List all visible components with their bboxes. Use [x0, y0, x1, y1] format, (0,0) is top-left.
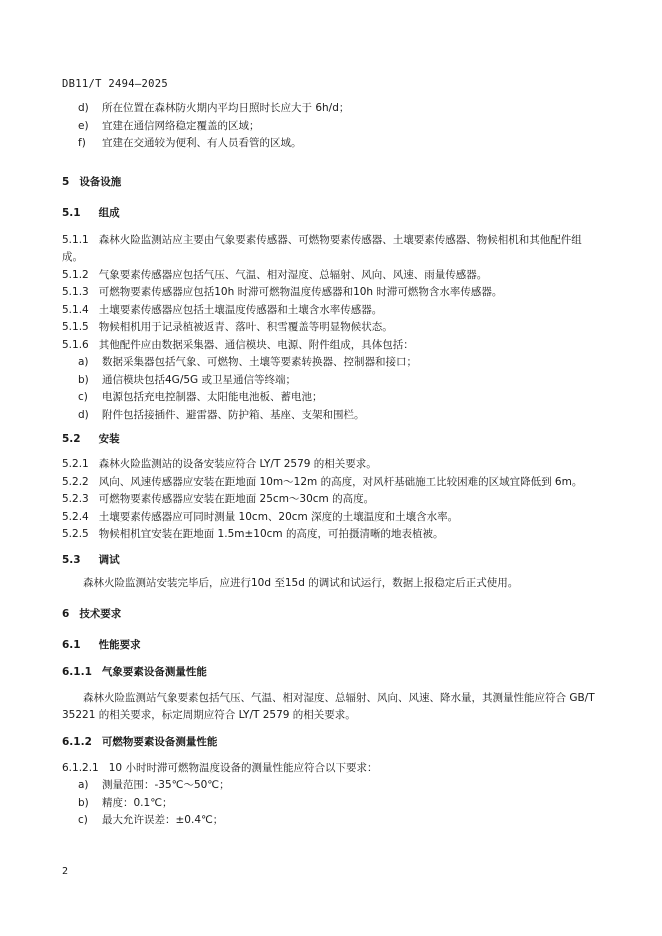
- list-item: d) 附件包括接插件、避雷器、防护箱、基座、支架和围栏。: [78, 408, 365, 421]
- clause-5-3-body: 森林火险监测站安装完毕后，应进行10d 至15d 的调试和试运行，数据上报稳定后正式使用。: [83, 576, 519, 589]
- clause-5-2-4: 5.2.4 土壤要素传感器应可同时测量 10cm、20cm 深度的土壤温度和土壤含水率。: [62, 510, 459, 523]
- list-item: a) 数据采集器包括气象、可燃物、土壤等要素转换器、控制器和接口；: [78, 356, 417, 368]
- section-5-heading: 5 设备设施: [62, 175, 122, 188]
- clause-5-2-2: 5.2.2 风向、风速传感器应安装在距地面 10m～12m 的高度，对风杆基础施工比较困难的区域宜降低到 6m。: [62, 475, 583, 488]
- clause-5-1-5: 5.1.5 物候相机用于记录植被返青、落叶、积雪覆盖等明显物候状态。: [62, 321, 393, 333]
- document-header: DB11/T 2494—2025: [62, 78, 168, 90]
- list-item: a) 测量范围：-35℃～50℃；: [78, 779, 230, 791]
- clause-5-1-4: 5.1.4 土壤要素传感器应包括土壤温度传感器和土壤含水率传感器。: [62, 303, 383, 316]
- clause-6-1-1-body: 森林火险监测站气象要素包括气压、气温、相对湿度、总辐射、风向、风速、降水量，其测量性能应符合 GB/T 35221 的相关要求，标定周期应符合 LY/T 2579 的相关要求。: [62, 691, 595, 721]
- section-6-1-heading: 6.1 性能要求: [62, 638, 141, 651]
- temperature-spec-list: [62, 777, 602, 830]
- document-body: [62, 100, 602, 830]
- clause-5-2-1: 5.2.1 森林火险监测站的设备安装应符合 LY/T 2579 的相关要求。: [62, 458, 377, 470]
- list-item: d) 所在位置在森林防火期内平均日照时长应大于 6h/d；: [78, 102, 350, 114]
- clause-6-1-2-1: 6.1.2.1 10 小时时滞可燃物温度设备的测量性能应符合以下要求：: [62, 761, 378, 774]
- section-5-3-heading: 5.3 调试: [62, 553, 120, 566]
- accessory-list: [62, 354, 602, 424]
- clause-5-2-5: 5.2.5 物候相机宜安装在距地面 1.5m±10cm 的高度，可拍摄清晰的地表植被。: [62, 528, 444, 540]
- list-item: b) 精度：0.1℃；: [78, 796, 173, 809]
- clause-5-1-3: 5.1.3 可燃物要素传感器应包括10h 时滞可燃物温度传感器和10h 时滞可燃物含水率传感器。: [62, 286, 503, 298]
- clause-5-1-2: 5.1.2 气象要素传感器应包括气压、气温、相对湿度、总辐射、风向、风速、雨量传感器。: [62, 268, 488, 281]
- section-6-1-1-heading: 6.1.1 气象要素设备测量性能: [62, 665, 207, 678]
- list-item: b) 通信模块包括4G/5G 或卫星通信等终端；: [78, 373, 297, 386]
- clause-5-2-3: 5.2.3 可燃物要素传感器应安装在距地面 25cm～30cm 的高度。: [62, 493, 375, 505]
- section-5-2-heading: 5.2 安装: [62, 433, 120, 445]
- list-item: e) 宜建在通信网络稳定覆盖的区域；: [78, 119, 260, 132]
- section-6-heading: 6 技术要求: [62, 607, 122, 620]
- list-item: c) 电源包括充电控制器、太阳能电池板、蓄电池；: [78, 391, 323, 403]
- siting-list: [62, 100, 602, 153]
- page-number: 2: [62, 866, 69, 877]
- clause-5-1-6: 5.1.6 其他配件应由数据采集器、通信模块、电源、附件组成，具体包括：: [62, 338, 414, 351]
- list-item: c) 最大允许误差：±0.4℃；: [78, 814, 224, 826]
- section-5-1-heading: 5.1 组成: [62, 206, 120, 219]
- list-item: f) 宜建在交通较为便利、有人员看管的区域。: [78, 137, 302, 149]
- section-6-1-2-heading: 6.1.2 可燃物要素设备测量性能: [62, 735, 218, 748]
- clause-5-1-1: 5.1.1 森林火险监测站应主要由气象要素传感器、可燃物要素传感器、土壤要素传感器、物候相机和其他配件组成。: [62, 233, 582, 263]
